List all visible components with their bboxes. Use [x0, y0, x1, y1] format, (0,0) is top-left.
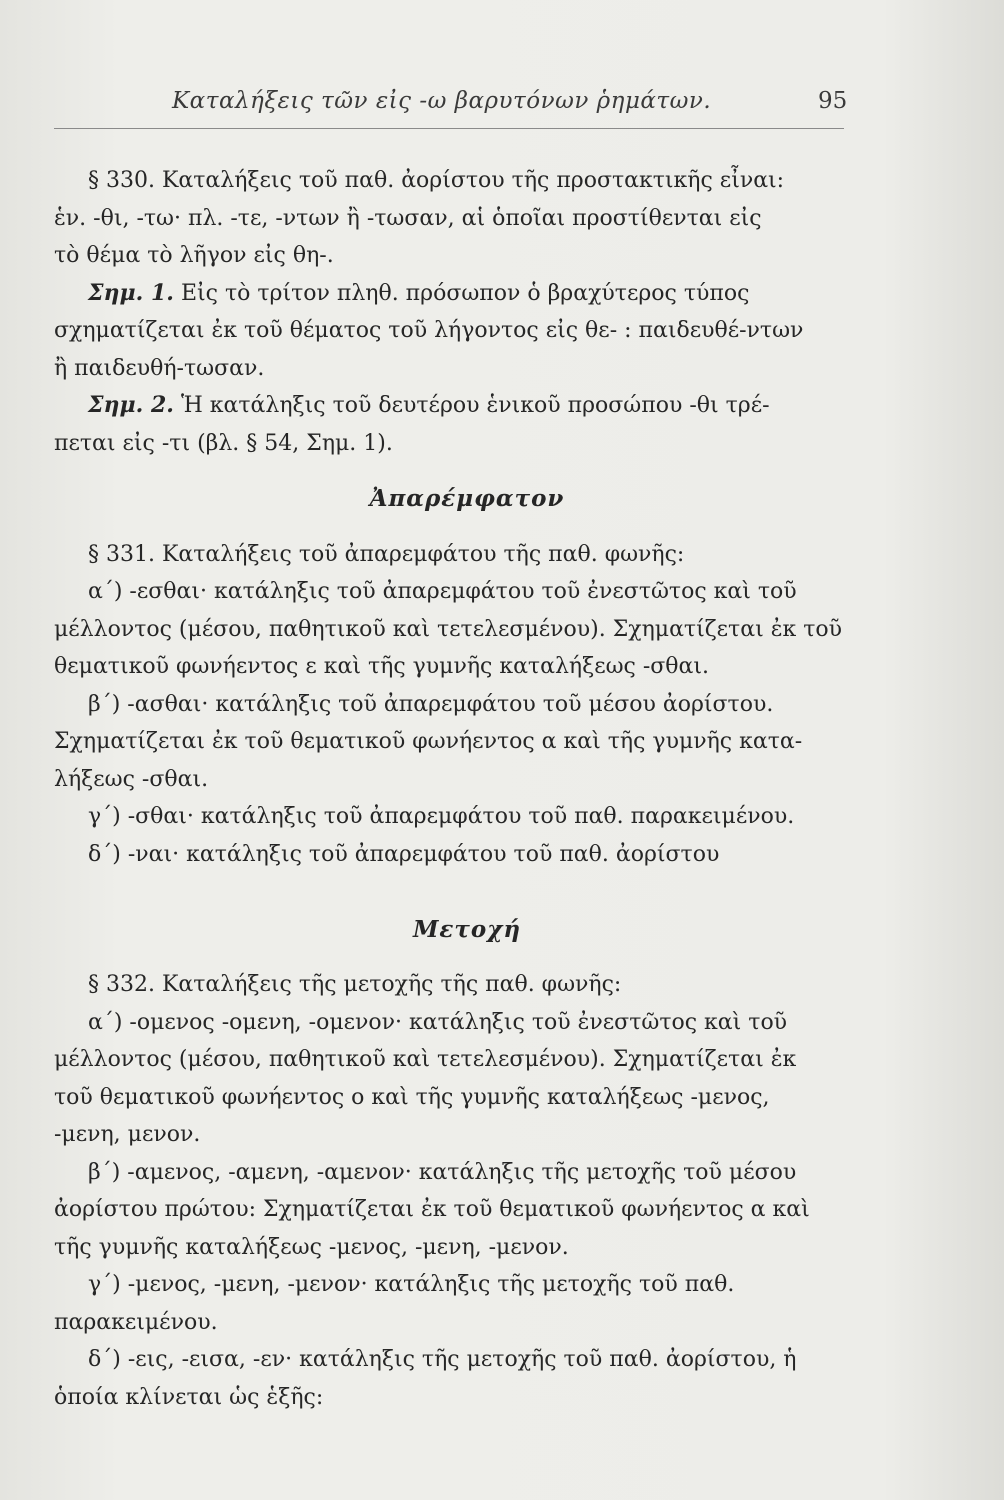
section-332-b-line-2: ἀορίστου πρώτου: Σχηματίζεται ἐκ τοῦ θεματικοῦ φωνήεντος α καὶ: [54, 1197, 810, 1222]
section-332-a-line-4: -μενη, μενον.: [54, 1122, 201, 1147]
section-330-line-3: τὸ θέμα τὸ λῆγον εἰς θη-.: [54, 243, 334, 268]
section-332-a-line-1: α΄) -ομενος -ομενη, -ομενον· κατάληξις τοῦ ἐνεστῶτος καὶ τοῦ: [88, 1009, 788, 1035]
section-332-d-line-1: δ΄) -εις, -εισα, -εν· κατάληξις τῆς μετοχῆς τοῦ παθ. ἀορίστου, ἡ: [88, 1347, 797, 1372]
section-331-a-line-1: α΄) -εσθαι· κατάληξις τοῦ ἀπαρεμφάτου τοῦ ἐνεστῶτος καὶ τοῦ: [88, 579, 797, 604]
section-331-b-line-1: β΄) -ασθαι· κατάληξις τοῦ ἀπαρεμφάτου τοῦ μέσου ἀορίστου.: [88, 691, 774, 717]
note-1-line-2: σχηματίζεται ἐκ τοῦ θέματος τοῦ λήγοντος εἰς θε- : παιδευθέ-ντων: [54, 318, 804, 343]
section-332-line-1: § 332. Καταλήξεις τῆς μετοχῆς τῆς παθ. φωνῆς:: [88, 972, 622, 997]
section-332-d-line-2: ὁποία κλίνεται ὡς ἑξῆς:: [54, 1384, 324, 1410]
participle-heading: Μετοχή: [412, 915, 522, 943]
section-330-line-2: ἑν. -θι, -τω· πλ. -τε, -ντων ἢ -τωσαν, αἱ ὁποῖαι προστίθενται εἰς: [54, 205, 762, 231]
page-body: [54, 162, 880, 1416]
section-331-a-line-3: θεματικοῦ φωνήεντος ε καὶ τῆς γυμνῆς καταλήξεως -σθαι.: [54, 654, 710, 679]
header-rule: [54, 128, 844, 129]
page-number: 95: [818, 88, 848, 114]
note-2-line-2: πεται εἰς -τι (βλ. § 54, Σημ. 1).: [54, 430, 393, 456]
section-331-b-line-2: Σχηματίζεται ἐκ τοῦ θεματικοῦ φωνήεντος α καὶ τῆς γυμνῆς κατα-: [54, 729, 803, 754]
section-331-a-line-2: μέλλοντος (μέσου, παθητικοῦ καὶ τετελεσμένου). Σχηματίζεται ἐκ τοῦ: [54, 616, 843, 642]
section-331-b-line-3: λήξεως -σθαι.: [54, 766, 209, 792]
note-1-line-1: [54, 275, 880, 313]
note-2-label: Σημ. 2.: [88, 392, 174, 418]
section-332-a-line-2: μέλλοντος (μέσου, παθητικοῦ καὶ τετελεσμένου). Σχηματίζεται ἐκ: [54, 1047, 797, 1072]
note-1-text-1: Εἰς τὸ τρίτον πληθ. πρόσωπον ὁ βραχύτερος τύπος: [180, 280, 750, 306]
note-2-text-1: Ἡ κατάληξις τοῦ δευτέρου ἑνικοῦ προσώπου -θι τρέ-: [180, 393, 770, 418]
note-1-line-3: ἢ παιδευθή-τωσαν.: [54, 355, 265, 381]
section-332-c-line-2: παρακειμένου.: [54, 1309, 218, 1335]
section-332-c-line-1: γ΄) -μενος, -μενη, -μενον· κατάληξις τῆς μετοχῆς τοῦ παθ.: [88, 1272, 735, 1297]
infinitive-heading: Ἀπαρέμφατον: [369, 485, 565, 512]
section-332-b-line-3: τῆς γυμνῆς καταλήξεως -μενος, -μενη, -μενον.: [54, 1234, 569, 1260]
note-1-label: Σημ. 1.: [88, 279, 174, 306]
section-331-line-1: § 331. Καταλήξεις τοῦ ἀπαρεμφάτου τῆς παθ. φωνῆς:: [88, 541, 685, 567]
section-331-c-line-1: γ΄) -σθαι· κατάληξις τοῦ ἀπαρεμφάτου τοῦ παθ. παρακειμένου.: [88, 804, 795, 829]
section-332-a-line-3: τοῦ θεματικοῦ φωνήεντος ο καὶ τῆς γυμνῆς καταλήξεως -μενος,: [54, 1084, 770, 1110]
section-332-b-line-1: β΄) -αμενος, -αμενη, -αμενον· κατάληξις τῆς μετοχῆς τοῦ μέσου: [88, 1159, 797, 1185]
section-330-line-1: § 330. Καταλήξεις τοῦ παθ. ἀορίστου τῆς προστακτικῆς εἶναι:: [88, 168, 785, 193]
section-331-d-line-1: δ΄) -ναι· κατάληξις τοῦ ἀπαρεμφάτου τοῦ παθ. ἀορίστου: [88, 841, 720, 867]
running-title: Καταλήξεις τῶν εἰς -ω βαρυτόνων ῥημάτων.: [172, 88, 712, 114]
note-2-line-1: [54, 387, 880, 425]
